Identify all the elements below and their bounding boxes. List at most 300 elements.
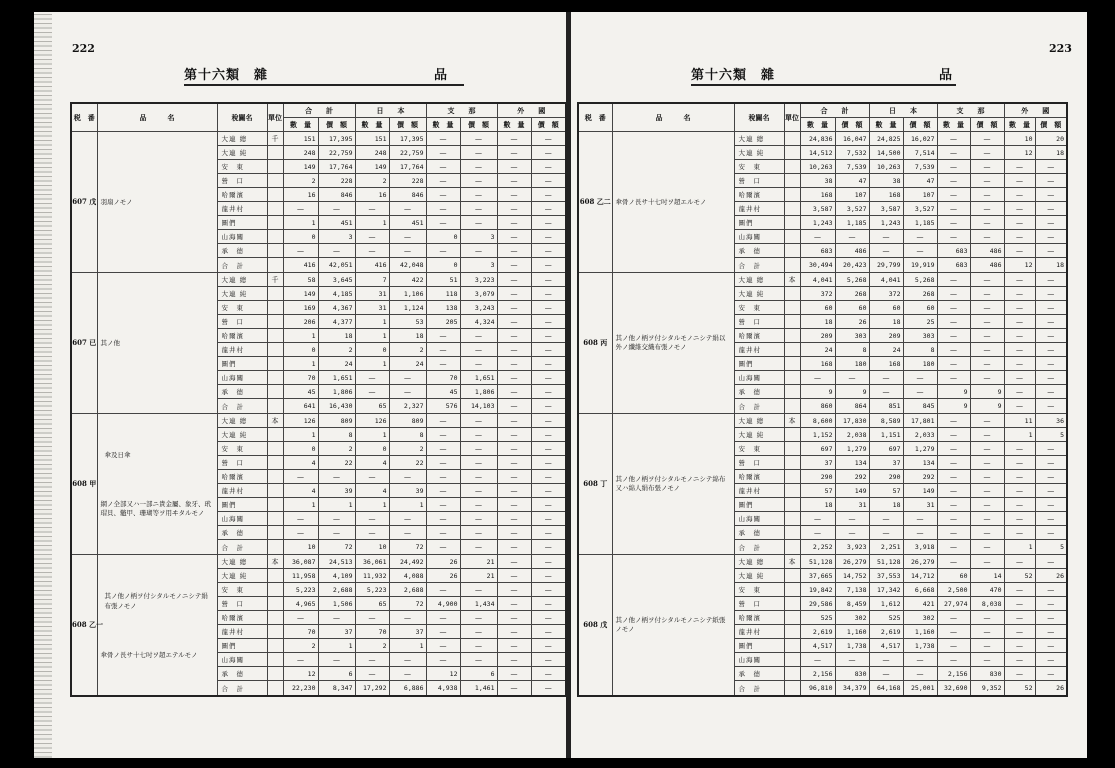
value-cell: 1,279 [903, 442, 937, 456]
quantity-cell: 1 [355, 428, 389, 442]
value-cell: — [970, 329, 1004, 343]
unit-cell [267, 512, 283, 526]
value-cell: 3,527 [835, 202, 869, 216]
value-cell: — [531, 385, 566, 399]
customs-port: 山海關 [217, 512, 267, 526]
customs-port: 山海關 [734, 371, 784, 385]
value-cell: 17,830 [835, 414, 869, 428]
quantity-cell: 24 [869, 343, 903, 357]
quantity-cell: 209 [800, 329, 835, 343]
col-header-total: 合 計 [800, 103, 869, 118]
value-cell: 5 [1035, 428, 1067, 442]
unit-cell [267, 160, 283, 174]
unit-cell [267, 442, 283, 456]
value-cell: — [460, 174, 497, 188]
quantity-cell: 12 [1004, 258, 1035, 273]
value-cell: — [1035, 399, 1067, 414]
value-cell: — [460, 611, 497, 625]
customs-port: 山海關 [217, 653, 267, 667]
quantity-cell: 1,612 [869, 597, 903, 611]
quantity-cell: — [497, 442, 531, 456]
value-cell: 8,347 [318, 681, 355, 697]
value-cell: — [460, 639, 497, 653]
quantity-cell: 4 [283, 484, 318, 498]
item-name [97, 555, 217, 697]
quantity-cell: 51 [426, 273, 460, 287]
quantity-cell: 168 [800, 188, 835, 202]
unit-cell [267, 428, 283, 442]
col-header-quantity: 數 量 [800, 118, 835, 132]
quantity-cell: 0 [426, 230, 460, 244]
value-cell: 7,539 [903, 160, 937, 174]
quantity-cell: 126 [283, 414, 318, 428]
customs-port: 營 口 [734, 597, 784, 611]
quantity-cell: 1 [283, 329, 318, 343]
quantity-cell: — [937, 611, 970, 625]
value-cell: 22,759 [318, 146, 355, 160]
left-title-main: 第十六類 雜 [184, 68, 269, 83]
quantity-cell: — [497, 230, 531, 244]
item-name [612, 273, 734, 414]
left-page-number: 222 [72, 42, 95, 55]
item-description: 其ノ他ノ柄ヲ付シタルモノニシテ紙張ノモノ [615, 616, 726, 633]
value-cell: — [970, 470, 1004, 484]
value-cell: 42,051 [318, 258, 355, 273]
value-cell: 25 [903, 315, 937, 329]
quantity-cell: 24,836 [800, 132, 835, 146]
customs-port: 龍井村 [734, 343, 784, 357]
unit-cell [784, 371, 800, 385]
value-cell: — [531, 470, 566, 484]
quantity-cell: 9 [937, 385, 970, 399]
value-cell: — [903, 653, 937, 667]
value-cell: — [903, 667, 937, 681]
quantity-cell: — [426, 526, 460, 540]
quantity-cell: — [1004, 639, 1035, 653]
value-cell: 39 [389, 484, 426, 498]
value-cell: — [531, 498, 566, 512]
quantity-cell: — [497, 498, 531, 512]
value-cell: — [1035, 484, 1067, 498]
quantity-cell: — [937, 484, 970, 498]
value-cell: — [531, 329, 566, 343]
customs-port: 營 口 [734, 174, 784, 188]
quantity-cell: 29,799 [869, 258, 903, 273]
quantity-cell: 17,342 [869, 583, 903, 597]
quantity-cell: — [497, 301, 531, 315]
value-cell: 2,327 [389, 399, 426, 414]
quantity-cell: — [497, 512, 531, 526]
value-cell: 18 [318, 329, 355, 343]
unit-cell [267, 399, 283, 414]
unit-cell [267, 202, 283, 216]
unit-cell [784, 287, 800, 301]
customs-port: 承 德 [734, 244, 784, 258]
customs-port: 承 德 [217, 385, 267, 399]
value-cell: 17,395 [389, 132, 426, 146]
value-cell: — [970, 146, 1004, 160]
col-header-name: 品 名 [97, 103, 217, 132]
quantity-cell: — [937, 287, 970, 301]
value-cell: — [460, 160, 497, 174]
customs-port: 安 東 [734, 442, 784, 456]
quantity-cell: — [869, 667, 903, 681]
quantity-cell: 4,041 [869, 273, 903, 287]
quantity-cell: — [937, 428, 970, 442]
quantity-cell: — [497, 357, 531, 371]
quantity-cell: — [869, 512, 903, 526]
quantity-cell: — [1004, 597, 1035, 611]
quantity-cell: 4 [355, 456, 389, 470]
unit-cell [267, 667, 283, 681]
quantity-cell: — [497, 470, 531, 484]
quantity-cell: 1 [1004, 428, 1035, 442]
quantity-cell: 37,553 [869, 569, 903, 583]
quantity-cell: 0 [426, 258, 460, 273]
value-cell: — [531, 371, 566, 385]
value-cell: — [903, 244, 937, 258]
value-cell: 2 [389, 343, 426, 357]
customs-port: 合 計 [734, 399, 784, 414]
value-cell: 830 [970, 667, 1004, 681]
value-cell: — [531, 428, 566, 442]
value-cell: 22 [318, 456, 355, 470]
value-cell: 1,651 [460, 371, 497, 385]
quantity-cell: 96,810 [800, 681, 835, 697]
quantity-cell: 18 [800, 498, 835, 512]
quantity-cell: 248 [283, 146, 318, 160]
quantity-cell: — [283, 653, 318, 667]
value-cell: 451 [389, 216, 426, 230]
item-description: 網ノ全部又ハ一部ニ貴金屬、象牙、玳瑁貝、鼈甲、珊瑚等ヲ用ヰタルモノ [100, 500, 211, 517]
value-cell: — [389, 512, 426, 526]
value-cell: 302 [903, 611, 937, 625]
quantity-cell: 683 [937, 258, 970, 273]
quantity-cell: — [1004, 273, 1035, 287]
quantity-cell: 16 [355, 188, 389, 202]
unit-cell [784, 202, 800, 216]
quantity-cell: 0 [283, 343, 318, 357]
value-cell: — [1035, 329, 1067, 343]
value-cell: — [460, 470, 497, 484]
quantity-cell: — [497, 202, 531, 216]
customs-port: 大連 總 [217, 414, 267, 428]
quantity-cell: — [426, 639, 460, 653]
col-header-quantity: 數 量 [937, 118, 970, 132]
value-cell: 846 [389, 188, 426, 202]
customs-port: 圖們 [734, 639, 784, 653]
value-cell: — [1035, 442, 1067, 456]
quantity-cell: — [937, 540, 970, 555]
unit-cell: 本 [784, 555, 800, 569]
value-cell: 228 [389, 174, 426, 188]
value-cell: — [970, 414, 1004, 428]
value-cell: 4,377 [318, 315, 355, 329]
quantity-cell: — [1004, 484, 1035, 498]
quantity-cell: 7 [355, 273, 389, 287]
tariff-code: 608 乙一 [71, 555, 97, 697]
unit-cell [267, 653, 283, 667]
value-cell: — [460, 132, 497, 146]
col-header-value: 價 額 [1035, 118, 1067, 132]
unit-cell: 本 [267, 414, 283, 428]
quantity-cell: 10 [1004, 132, 1035, 146]
value-cell: 24 [389, 357, 426, 371]
value-cell: 42,048 [389, 258, 426, 273]
unit-cell [267, 258, 283, 273]
quantity-cell: 37 [800, 456, 835, 470]
quantity-cell: 37 [869, 456, 903, 470]
value-cell: — [1035, 526, 1067, 540]
item-name [97, 414, 217, 555]
value-cell: 5,268 [835, 273, 869, 287]
quantity-cell: — [426, 414, 460, 428]
customs-port: 龍井村 [217, 343, 267, 357]
value-cell: 16,027 [903, 132, 937, 146]
value-cell: — [460, 456, 497, 470]
quantity-cell: — [355, 470, 389, 484]
unit-cell: 本 [267, 555, 283, 569]
customs-port: 龍井村 [217, 484, 267, 498]
quantity-cell: 2,619 [869, 625, 903, 639]
quantity-cell: — [1004, 301, 1035, 315]
quantity-cell: — [1004, 653, 1035, 667]
value-cell: — [531, 583, 566, 597]
unit-cell [267, 385, 283, 399]
value-cell: 7,539 [835, 160, 869, 174]
unit-cell [784, 329, 800, 343]
customs-port: 承 德 [217, 244, 267, 258]
value-cell: — [903, 512, 937, 526]
customs-port: 哈爾濱 [734, 188, 784, 202]
unit-cell [784, 583, 800, 597]
quantity-cell: 70 [283, 625, 318, 639]
value-cell: — [1035, 160, 1067, 174]
unit-cell: 千 [267, 273, 283, 287]
value-cell: 34,379 [835, 681, 869, 697]
value-cell: — [389, 202, 426, 216]
value-cell: — [1035, 174, 1067, 188]
quantity-cell: — [283, 470, 318, 484]
customs-port: 山海關 [217, 371, 267, 385]
quantity-cell: — [497, 597, 531, 611]
value-cell: 4,109 [318, 569, 355, 583]
quantity-cell: 118 [426, 287, 460, 301]
value-cell: — [531, 301, 566, 315]
customs-port: 龍井村 [217, 202, 267, 216]
col-header-japan: 日 本 [869, 103, 937, 118]
quantity-cell: — [937, 357, 970, 371]
value-cell: — [1035, 202, 1067, 216]
value-cell: — [531, 188, 566, 202]
quantity-cell: — [497, 174, 531, 188]
quantity-cell: — [1004, 188, 1035, 202]
value-cell: 8 [835, 343, 869, 357]
value-cell: 31 [903, 498, 937, 512]
value-cell: 72 [389, 540, 426, 555]
value-cell: — [1035, 188, 1067, 202]
value-cell: — [531, 681, 566, 697]
quantity-cell: 52 [1004, 681, 1035, 697]
customs-port: 山海關 [734, 230, 784, 244]
quantity-cell: — [497, 611, 531, 625]
item-description: 傘骨ノ長サ十七吋ヲ超エルモノ [615, 197, 707, 206]
unit-cell [784, 456, 800, 470]
quantity-cell: 525 [869, 611, 903, 625]
quantity-cell: 0 [283, 230, 318, 244]
quantity-cell: 1,152 [800, 428, 835, 442]
value-cell: 16,430 [318, 399, 355, 414]
customs-port: 哈爾濱 [734, 470, 784, 484]
right-page-number: 223 [1049, 42, 1072, 55]
quantity-cell: 31 [355, 287, 389, 301]
value-cell: — [460, 343, 497, 357]
value-cell: — [531, 273, 566, 287]
quantity-cell: — [1004, 329, 1035, 343]
value-cell: — [970, 456, 1004, 470]
customs-port: 龍井村 [734, 202, 784, 216]
value-cell: 22,759 [389, 146, 426, 160]
customs-port: 合 計 [217, 540, 267, 555]
unit-cell [267, 244, 283, 258]
value-cell: 72 [318, 540, 355, 555]
quantity-cell: 683 [800, 244, 835, 258]
quantity-cell: 372 [869, 287, 903, 301]
value-cell: — [531, 442, 566, 456]
value-cell: 149 [835, 484, 869, 498]
right-page [571, 12, 1087, 758]
value-cell: — [389, 371, 426, 385]
customs-port: 合 計 [734, 540, 784, 555]
unit-cell [267, 329, 283, 343]
quantity-cell: 57 [800, 484, 835, 498]
value-cell: 21 [460, 555, 497, 569]
value-cell: 20,423 [835, 258, 869, 273]
quantity-cell: — [937, 639, 970, 653]
quantity-cell: 1 [355, 329, 389, 343]
quantity-cell: — [283, 526, 318, 540]
value-cell: 845 [903, 399, 937, 414]
value-cell: — [1035, 357, 1067, 371]
value-cell: 9 [970, 385, 1004, 399]
value-cell: — [531, 555, 566, 569]
value-cell: 470 [970, 583, 1004, 597]
quantity-cell: 11,958 [283, 569, 318, 583]
value-cell: — [970, 512, 1004, 526]
quantity-cell: — [426, 343, 460, 357]
quantity-cell: — [355, 244, 389, 258]
quantity-cell: — [1004, 287, 1035, 301]
customs-port: 合 計 [217, 681, 267, 697]
quantity-cell: 1,151 [869, 428, 903, 442]
quantity-cell: 12 [1004, 146, 1035, 160]
value-cell: 18 [1035, 146, 1067, 160]
value-cell: — [970, 174, 1004, 188]
quantity-cell: 576 [426, 399, 460, 414]
quantity-cell: — [426, 653, 460, 667]
tariff-code: 608 丁 [578, 414, 612, 555]
quantity-cell: — [497, 540, 531, 555]
col-header-china: 支 那 [937, 103, 1004, 118]
value-cell: 3,223 [460, 273, 497, 287]
value-cell: 1,651 [318, 371, 355, 385]
quantity-cell: 5,223 [283, 583, 318, 597]
value-cell: — [970, 653, 1004, 667]
right-title-suffix: 品 [939, 68, 954, 83]
unit-cell [784, 315, 800, 329]
value-cell: 3,918 [903, 540, 937, 555]
quantity-cell: — [497, 639, 531, 653]
quantity-cell: 372 [800, 287, 835, 301]
value-cell: 9 [970, 399, 1004, 414]
customs-port: 哈爾濱 [217, 188, 267, 202]
quantity-cell: — [937, 456, 970, 470]
customs-port: 哈爾濱 [734, 329, 784, 343]
quantity-cell: — [1004, 244, 1035, 258]
customs-port: 營 口 [217, 315, 267, 329]
value-cell: 107 [835, 188, 869, 202]
quantity-cell: 5,223 [355, 583, 389, 597]
quantity-cell: 27,974 [937, 597, 970, 611]
unit-cell [784, 569, 800, 583]
unit-cell: 本 [784, 273, 800, 287]
quantity-cell: 1,243 [869, 216, 903, 230]
quantity-cell: 10,263 [869, 160, 903, 174]
value-cell: — [970, 526, 1004, 540]
value-cell: — [531, 611, 566, 625]
quantity-cell: — [497, 216, 531, 230]
quantity-cell: 52 [1004, 569, 1035, 583]
quantity-cell: 205 [426, 315, 460, 329]
value-cell: 14,712 [903, 569, 937, 583]
quantity-cell: 1 [283, 428, 318, 442]
quantity-cell: 697 [800, 442, 835, 456]
quantity-cell: 10 [283, 540, 318, 555]
value-cell: 24,492 [389, 555, 426, 569]
table-row [71, 273, 566, 287]
col-header-port: 稅關名 [734, 103, 784, 132]
value-cell: 7,532 [835, 146, 869, 160]
quantity-cell: — [1004, 498, 1035, 512]
value-cell: — [531, 357, 566, 371]
quantity-cell: 45 [283, 385, 318, 399]
item-name [612, 555, 734, 697]
value-cell: 16,047 [835, 132, 869, 146]
value-cell: 303 [903, 329, 937, 343]
quantity-cell: — [937, 329, 970, 343]
value-cell: — [389, 653, 426, 667]
quantity-cell: 70 [355, 625, 389, 639]
value-cell: — [389, 230, 426, 244]
quantity-cell: — [800, 653, 835, 667]
value-cell: 1,806 [460, 385, 497, 399]
customs-port: 大連 純 [217, 428, 267, 442]
quantity-cell: — [1004, 456, 1035, 470]
quantity-cell: 4 [355, 484, 389, 498]
value-cell: 8,459 [835, 597, 869, 611]
value-cell: — [531, 456, 566, 470]
value-cell: — [970, 428, 1004, 442]
value-cell: 24,513 [318, 555, 355, 569]
quantity-cell: — [1004, 526, 1035, 540]
tariff-code: 608 丙 [578, 273, 612, 414]
quantity-cell: — [937, 653, 970, 667]
value-cell: 8 [318, 428, 355, 442]
value-cell: — [970, 625, 1004, 639]
quantity-cell: 1 [355, 216, 389, 230]
value-cell: — [970, 442, 1004, 456]
customs-port: 安 東 [217, 160, 267, 174]
